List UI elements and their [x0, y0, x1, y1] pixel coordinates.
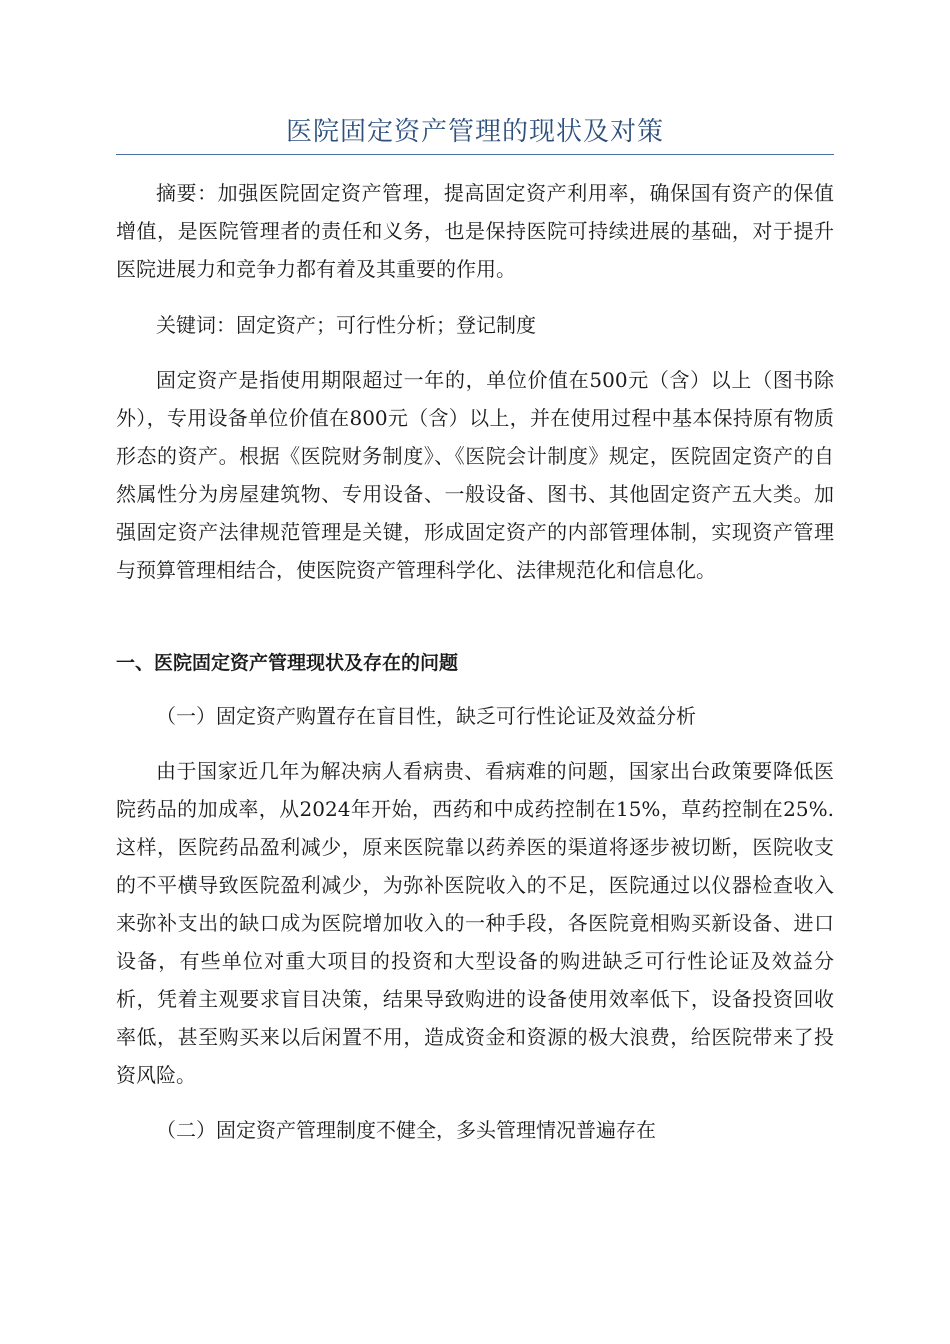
intro-paragraph: 固定资产是指使用期限超过一年的，单位价值在500元（含）以上（图书除外），专用设备单位价值在800元（含）以上，并在使用过程中基本保持原有物质形态的资产。根据《医院财务制度》、《医院会计制度》规定，医院固定资产的自然属性分为房屋建筑物、专用设备、一般设备、图书、其他固定资产五大类。加强固定资产法律规范管理是关键，形成固定资产的内部管理体制，实现资产管理与预算管理相结合，使医院资产管理科学化、法律规范化和信息化。: [116, 368, 834, 582]
keywords-line: 关键词：固定资产；可行性分析；登记制度: [156, 313, 536, 337]
title-underline: [116, 154, 834, 155]
subsection-heading-2: （二）固定资产管理制度不健全，多头管理情况普遍存在: [156, 1118, 656, 1142]
subsection-heading-1: （一）固定资产购置存在盲目性，缺乏可行性论证及效益分析: [156, 704, 696, 728]
document-title: 医院固定资产管理的现状及对策: [285, 117, 664, 147]
section-heading-1: 一、医院固定资产管理现状及存在的问题: [116, 652, 459, 674]
abstract-paragraph: 摘要：加强医院固定资产管理，提高固定资产利用率，确保国有资产的保值增值，是医院管理者的责任和义务，也是保持医院可持续进展的基础，对于提升医院进展力和竞争力都有着及其重要的作用。: [116, 181, 834, 281]
subsection-body-1: 由于国家近几年为解决病人看病贵、看病难的问题，国家出台政策要降低医院药品的加成率，从2024年开始，西药和中成药控制在15%，草药控制在25%.这样，医院药品盈利减少，原来医院靠以药养医的渠道将逐步被切断，医院收支的不平横导致医院盈利减少，为弥补医院收入的不足，医院通过以仪器检查收入来弥补支出的缺口成为医院增加收入的一种手段，各医院竟相购买新设备、进口设备，有些单位对重大项目的投资和大型设备的购进缺乏可行性论证及效益分析，凭着主观要求盲目决策，结果导致购进的设备使用效率低下，设备投资回收率低，甚至购买来以后闲置不用，造成资金和资源的极大浪费，给医院带来了投资风险。: [116, 759, 834, 1087]
